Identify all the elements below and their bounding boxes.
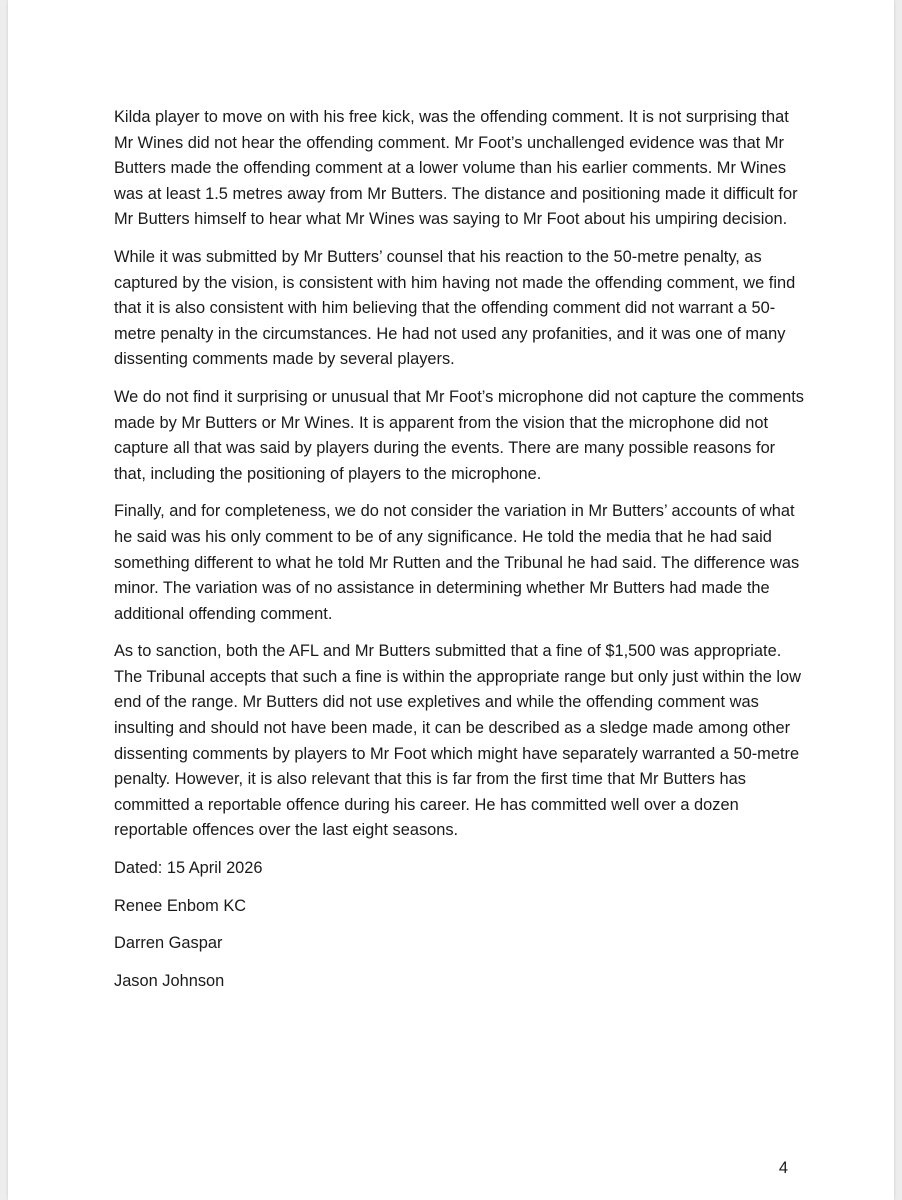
page-number: 4: [778, 1159, 788, 1177]
paragraph: Finally, and for completeness, we do not consider the variation in Mr Butters’ accounts of what he said was his only comment to be of any significance. He told the media that he had said something different to what he told Mr Rutten and the Tribunal he had said. The difference was minor. The variation was of no assistance in determining whether Mr Butters had made the additional offending comment.: [114, 502, 800, 623]
signatory: Jason Johnson: [114, 971, 225, 990]
signatory: Renee Enbom KC: [114, 896, 247, 915]
signatory: Darren Gaspar: [114, 934, 223, 953]
paragraph: While it was submitted by Mr Butters’ counsel that his reaction to the 50-metre penalty, as captured by the vision, is consistent with him having not made the offending comment, we find that it is also consistent with him believing that the offending comment did not warrant a 50-metre penalty in the circumstances. He had not used any profanities, and it was one of many dissenting comments made by several players.: [114, 247, 796, 369]
paragraph: We do not find it surprising or unusual that Mr Foot’s microphone did not capture the comments made by Mr Butters or Mr Wines. It is apparent from the vision that the microphone did not capture all that was said by players during the events. There are many possible reasons for that, including the positioning of players to the microphone.: [114, 387, 804, 483]
document-page: [8, 0, 894, 1200]
paragraph: As to sanction, both the AFL and Mr Butters submitted that a fine of $1,500 was appropriate. The Tribunal accepts that such a fine is within the appropriate range but only just within the low end of the range. Mr Butters did not use expletives and while the offending comment was insulting and should not have been made, it can be described as a sledge made among other dissenting comments by players to Mr Foot which might have separately warranted a 50-metre penalty. However, it is also relevant that this is far from the first time that Mr Butters has committed a reportable offence during his career. He has committed well over a dozen reportable offences over the last eight seasons.: [114, 642, 801, 840]
document-body: [114, 105, 804, 1006]
paragraph: Kilda player to move on with his free kick, was the offending comment. It is not surprising that Mr Wines did not hear the offending comment. Mr Foot’s unchallenged evidence was that Mr Butters made the offending comment at a lower volume than his earlier comments. Mr Wines was at least 1.5 metres away from Mr Butters. The distance and positioning made it difficult for Mr Butters himself to hear what Mr Wines was saying to Mr Foot about his umpiring decision.: [114, 108, 798, 229]
dated-line: Dated: 15 April 2026: [114, 859, 263, 878]
